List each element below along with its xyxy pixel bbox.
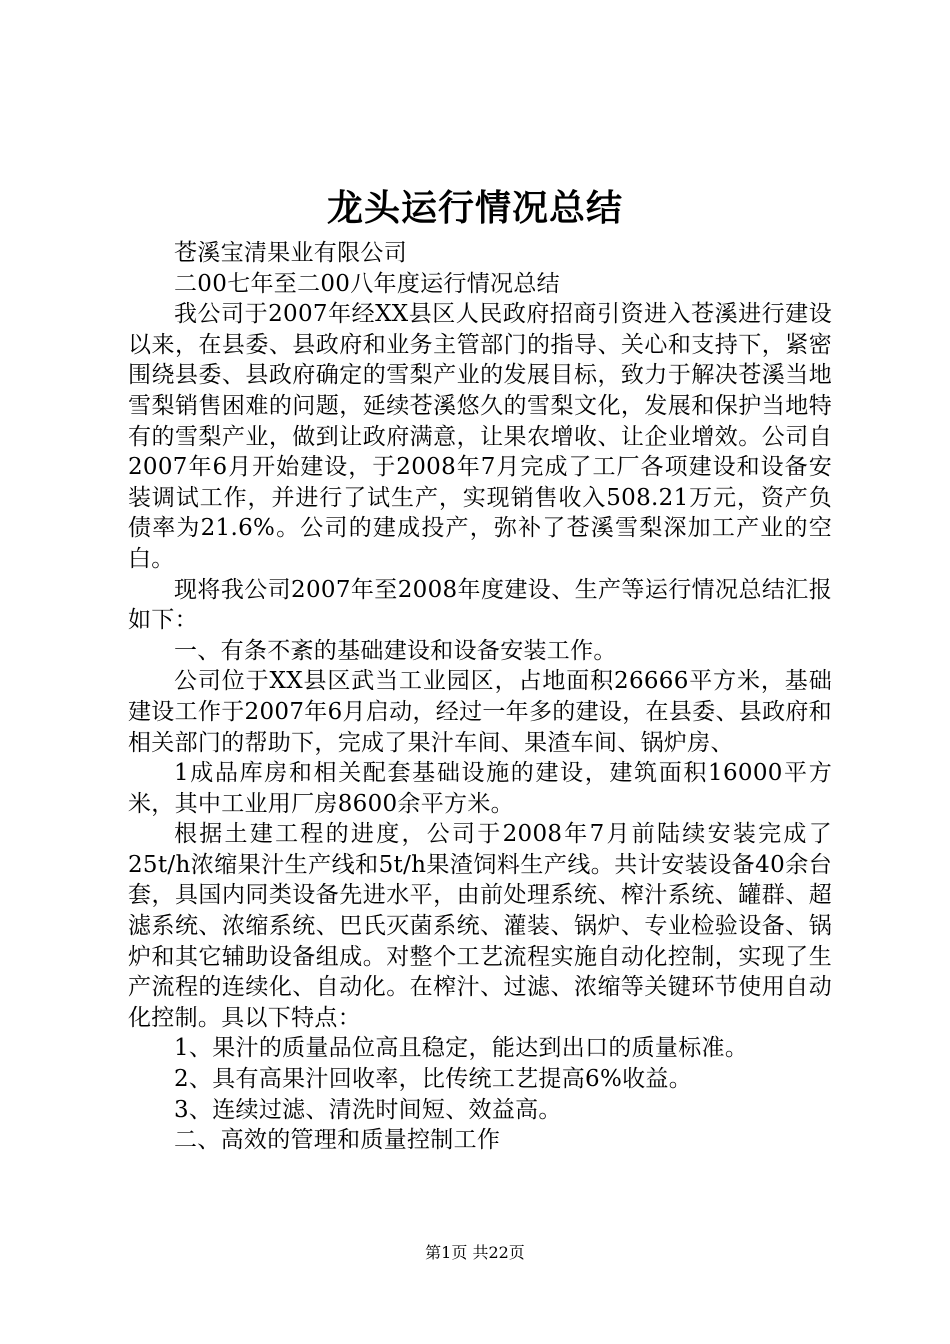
feature-item: 2、具有高果汁回收率，比传统工艺提高6%收益。 xyxy=(174,1066,693,1093)
feature-item: 3、连续过滤、清洗时间短、效益高。 xyxy=(174,1096,562,1123)
body-paragraph: 我公司于2007年经XX县区人民政府招商引资进入苍溪进行建设以来，在县委、县政府和业务主管部门的指导、关心和支持下，紧密围绕县委、县政府确定的雪梨产业的发展目标，致力于解决苍溪当地雪梨销售困难的问题，延续苍溪悠久的雪梨文化，发展和保护当地特有的雪梨产业，做到让政府满意，让果农增收、让企业增效。公司自2007年6月开始建设，于2008年7月完成了工厂各项建设和设备安装调试工作，并进行了试生产，实现销售收入508.21万元，资产负债率为21.6%。公司的建成投产，弥补了苍溪雪梨深加工产业的空白。 xyxy=(128,301,832,572)
feature-item: 1、果汁的质量品位高且稳定，能达到出口的质量标准。 xyxy=(174,1035,749,1062)
page-footer: 第1页 共22页 xyxy=(425,1243,525,1262)
body-paragraph: 1成品库房和相关配套基础设施的建设，建筑面积16000平方米，其中工业用厂房8600余平方米。 xyxy=(128,760,832,817)
section-heading-1: 一、有条不紊的基础建设和设备安装工作。 xyxy=(174,637,617,664)
body-paragraph: 根据土建工程的进度，公司于2008年7月前陆续安装完成了25t/h浓缩果汁生产线和5t/h果渣饲料生产线。共计安装设备40余台套，具国内同类设备先进水平，由前处理系统、榨汁系统、罐群、超滤系统、浓缩系统、巴氏灭菌系统、灌装、锅炉、专业检验设备、锅炉和其它辅助设备组成。对整个工艺流程实施自动化控制，实现了生产流程的连续化、自动化。在榨汁、过滤、浓缩等关键环节使用自动化控制。具以下特点： xyxy=(128,821,832,1031)
document-title: 龙头运行情况总结 xyxy=(326,187,623,229)
section-heading-2: 二、高效的管理和质量控制工作 xyxy=(174,1127,501,1154)
body-paragraph: 公司位于XX县区武当工业园区，占地面积26666平方米，基础建设工作于2007年6月启动，经过一年多的建设，在县委、县政府和相关部门的帮助下，完成了果汁车间、果渣车间、锅炉房、 xyxy=(128,668,832,756)
report-period-line: 二00七年至二00八年度运行情况总结 xyxy=(174,270,560,297)
body-paragraph: 现将我公司2007年至2008年度建设、生产等运行情况总结汇报如下： xyxy=(128,576,832,634)
document-body xyxy=(128,238,832,1156)
company-name-line: 苍溪宝清果业有限公司 xyxy=(174,240,407,266)
